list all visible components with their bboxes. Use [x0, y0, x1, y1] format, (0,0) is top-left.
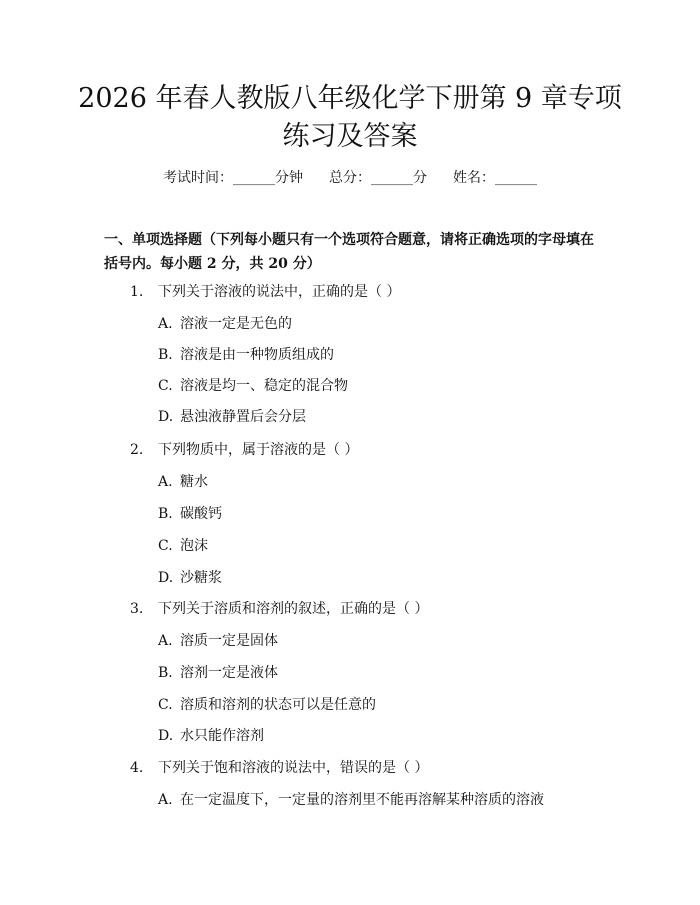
section-title-line-1: 一、单项选择题（下列每小题只有一个选项符合题意，请将正确选项的字母填在 [104, 232, 594, 248]
question-text: 下列物质中，属于溶液的是（ ） [158, 442, 359, 458]
option-letter: A. [158, 633, 173, 649]
option-letter: D. [158, 409, 174, 425]
option-letter: A. [158, 792, 173, 808]
question-2-option-d [158, 568, 222, 588]
option-text: 溶液一定是无色的 [180, 316, 292, 332]
option-letter: A. [158, 474, 173, 490]
option-text: 溶液是由一种物质组成的 [180, 347, 334, 363]
question-number: 3. [130, 601, 144, 617]
question-text: 下列关于饱和溶液的说法中，错误的是（ ） [158, 760, 429, 776]
question-1-option-d [158, 407, 306, 427]
option-text: 溶质一定是固体 [180, 633, 278, 649]
option-letter: D. [158, 728, 174, 744]
option-text: 溶液是均一、稳定的混合物 [180, 378, 348, 394]
option-letter: C. [158, 378, 173, 394]
option-letter: B. [158, 347, 173, 363]
question-1-option-a [158, 314, 292, 334]
option-text: 在一定温度下，一定量的溶剂里不能再溶解某种溶质的溶液 [180, 792, 544, 808]
option-text: 碳酸钙 [180, 506, 222, 522]
document-title [60, 80, 640, 156]
section-title-line-2: 括号内。每小题 2 分，共 20 分） [104, 256, 321, 272]
option-letter: B. [158, 665, 173, 681]
option-text: 水只能作溶剂 [180, 728, 264, 744]
exam-time-label: 考试时间：______分钟 [163, 170, 303, 186]
option-letter: C. [158, 538, 173, 554]
option-text: 沙糖浆 [180, 570, 222, 586]
option-letter: B. [158, 506, 173, 522]
question-3-option-a [158, 631, 278, 651]
option-text: 糖水 [180, 474, 208, 490]
option-text: 溶质和溶剂的状态可以是任意的 [180, 697, 376, 713]
question-3-option-c [158, 695, 376, 715]
exam-meta [0, 168, 700, 188]
question-2-option-b [158, 504, 222, 524]
student-name-label: 姓名：______ [453, 170, 537, 186]
option-text: 泡沫 [180, 538, 208, 554]
question-3-option-d [158, 726, 264, 746]
question-4 [130, 758, 428, 778]
question-4-option-a [158, 790, 544, 810]
option-text: 悬浊液静置后会分层 [180, 409, 306, 425]
question-1 [130, 282, 400, 302]
question-number: 2. [130, 442, 144, 458]
title-line-2: 练习及答案 [282, 121, 418, 152]
question-1-option-b [158, 345, 334, 365]
question-number: 1. [130, 284, 144, 300]
question-2-option-c [158, 536, 208, 556]
option-letter: C. [158, 697, 173, 713]
section-title [104, 228, 604, 276]
question-2 [130, 440, 358, 460]
question-text: 下列关于溶质和溶剂的叙述，正确的是（ ） [158, 601, 429, 617]
option-text: 溶剂一定是液体 [180, 665, 278, 681]
question-1-option-c [158, 376, 348, 396]
question-number: 4. [130, 760, 144, 776]
question-2-option-a [158, 472, 208, 492]
question-text: 下列关于溶液的说法中，正确的是（ ） [158, 284, 401, 300]
option-letter: A. [158, 316, 173, 332]
question-3-option-b [158, 663, 278, 683]
question-3 [130, 599, 428, 619]
title-line-1: 2026 年春人教版八年级化学下册第 9 章专项 [78, 83, 622, 114]
option-letter: D. [158, 570, 174, 586]
total-score-label: 总分：______分 [329, 170, 427, 186]
